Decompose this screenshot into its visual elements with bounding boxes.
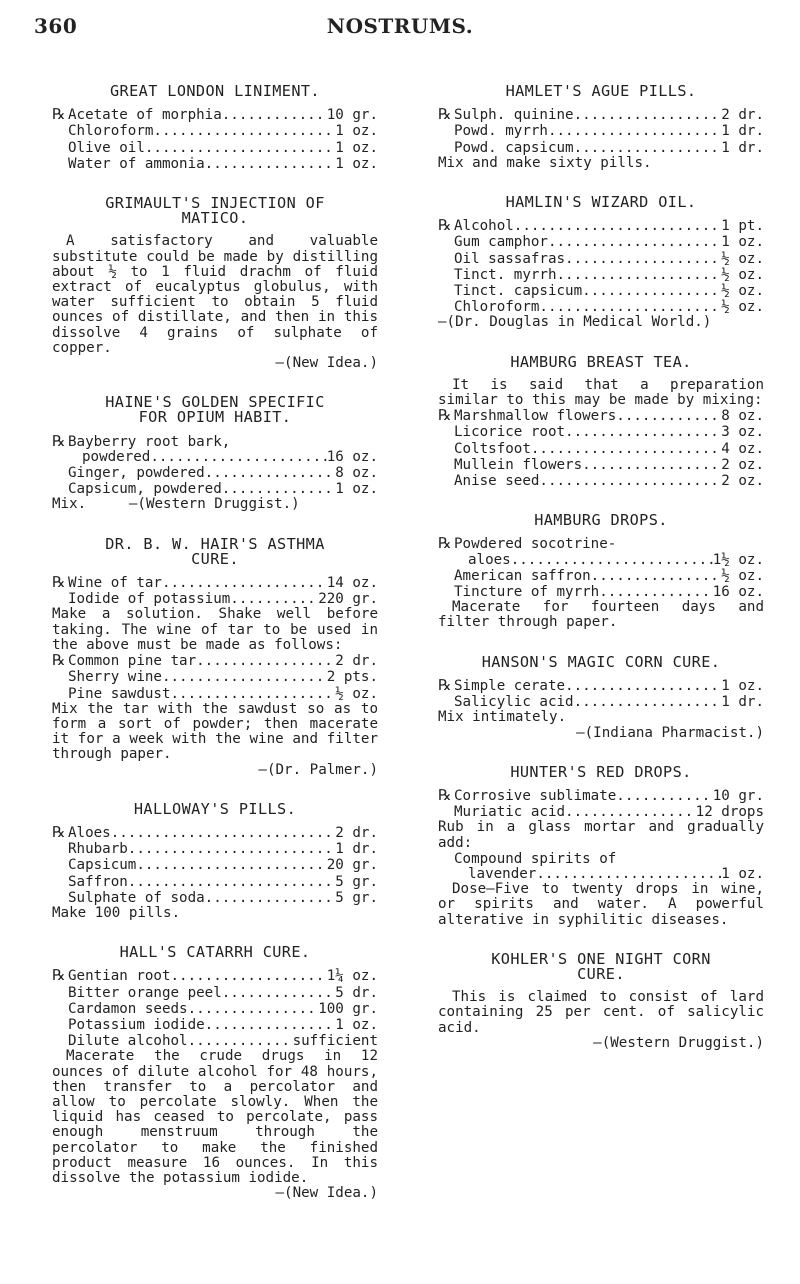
rx-symbol-icon: ℞ bbox=[438, 534, 452, 553]
ingredient-row bbox=[52, 107, 378, 123]
dot-leader bbox=[111, 826, 336, 841]
ingredient-name: Tinct. capsicum bbox=[454, 283, 583, 300]
paragraph: Dose—Five to twenty drops in wine, or spirits and water. A powerful alterative in syphilitic diseases. bbox=[438, 881, 764, 928]
ingredient-row bbox=[52, 985, 378, 1001]
dot-leader bbox=[222, 986, 336, 1001]
page-header bbox=[0, 14, 800, 44]
ingredient-row bbox=[52, 431, 378, 450]
ingredient-row bbox=[52, 669, 378, 685]
ingredient-row bbox=[438, 140, 764, 156]
dot-leader bbox=[548, 124, 721, 139]
recipe-heading: CURE. bbox=[577, 964, 625, 983]
ingredient-name: Muriatic acid bbox=[454, 804, 566, 821]
ingredient-amount: 14 oz. bbox=[326, 575, 378, 592]
ingredient-name: Wine of tar bbox=[68, 575, 162, 592]
ingredient-name: Common pine tar bbox=[68, 653, 197, 670]
recipe-section bbox=[52, 945, 378, 1201]
recipe-heading: HALL'S CATARRH CURE. bbox=[119, 943, 311, 962]
ingredient-row bbox=[438, 584, 764, 600]
dot-leader bbox=[128, 875, 335, 890]
ingredient-row bbox=[52, 890, 378, 906]
recipe-section bbox=[52, 395, 378, 512]
ingredient-row bbox=[438, 675, 764, 694]
dot-leader bbox=[548, 235, 721, 250]
ingredient-amount: 1 dr. bbox=[335, 841, 378, 858]
dot-leader bbox=[599, 585, 713, 600]
ingredient-amount: 2 oz. bbox=[721, 473, 764, 490]
instruction-line: Mix. —(Western Druggist.) bbox=[52, 496, 300, 513]
ingredient-row bbox=[438, 553, 764, 568]
dot-leader bbox=[162, 576, 327, 591]
dot-leader bbox=[565, 425, 721, 440]
ingredient-row bbox=[52, 1033, 378, 1049]
ingredient-name: Alcohol bbox=[454, 218, 514, 235]
dot-leader bbox=[222, 482, 336, 497]
left-column bbox=[52, 84, 378, 1201]
ingredient-amount: 1 dr. bbox=[721, 139, 764, 156]
ingredient-amount: 2 dr. bbox=[335, 653, 378, 670]
ingredient-amount: 2 oz. bbox=[721, 456, 764, 473]
ingredient-row bbox=[52, 857, 378, 873]
paragraph: This is claimed to consist of lard containing 25 per cent. of salicylic acid. bbox=[438, 989, 764, 1036]
ingredient-amount: 1 oz. bbox=[335, 481, 378, 498]
ingredient-row bbox=[52, 841, 378, 857]
page-title: NOSTRUMS. bbox=[326, 14, 474, 38]
recipe-section bbox=[438, 352, 764, 490]
dot-leader bbox=[222, 108, 327, 123]
ingredient-amount: 4 oz. bbox=[721, 440, 764, 457]
recipe-section bbox=[52, 196, 378, 371]
ingredient-row bbox=[438, 267, 764, 283]
recipe-section bbox=[52, 799, 378, 921]
ingredient-name: Gentian root bbox=[68, 968, 171, 985]
recipe-heading: DR. B. W. HAIR'S ASTHMA bbox=[105, 534, 325, 553]
dot-leader bbox=[591, 569, 722, 584]
ingredient-amount: 1½ oz. bbox=[712, 551, 764, 568]
ingredient-amount: 5 dr. bbox=[335, 984, 378, 1001]
ingredient-name: Gum camphor bbox=[454, 234, 548, 251]
ingredient-amount: 16 oz. bbox=[326, 448, 378, 465]
dot-leader bbox=[136, 858, 326, 873]
rx-symbol-icon: ℞ bbox=[438, 785, 452, 804]
paragraph: A satisfactory and valuable substitute could be made by distilling about ½ to 1 fluid drachm of fluid extract of eucalyptus globulus, with water sufficient to obtain 5 fluid ounces of distillate, and then in this dissolve 4 grains of sulphate of copper. bbox=[52, 233, 378, 356]
recipe-section bbox=[438, 84, 764, 171]
ingredient-amount: 10 gr. bbox=[326, 107, 378, 124]
dot-leader bbox=[574, 695, 722, 710]
ingredient-amount: 5 gr. bbox=[335, 889, 378, 906]
ingredient-name: Acetate of morphia bbox=[68, 107, 222, 124]
ingredient-name: Tincture of myrrh bbox=[454, 584, 600, 601]
ingredient-name: Powd. myrrh bbox=[454, 123, 548, 140]
dot-leader bbox=[616, 789, 712, 804]
ingredient-name: Water of ammonia bbox=[68, 155, 205, 172]
ingredient-row bbox=[438, 473, 764, 489]
ingredient-row bbox=[438, 851, 764, 867]
recipe-section bbox=[438, 949, 764, 1051]
ingredient-amount: 10 gr. bbox=[712, 787, 764, 804]
ingredient-name: powdered bbox=[82, 448, 151, 465]
rx-symbol-icon: ℞ bbox=[52, 105, 66, 124]
ingredient-amount: 1¼ oz. bbox=[326, 968, 378, 985]
dot-leader bbox=[128, 842, 335, 857]
ingredient-row bbox=[438, 234, 764, 250]
recipe-section bbox=[52, 84, 378, 172]
source-citation: —(Western Druggist.) bbox=[593, 1034, 764, 1051]
ingredient-name: Bayberry root bark, bbox=[68, 433, 231, 450]
dot-leader bbox=[574, 108, 722, 123]
ingredient-name: Tinct. myrrh bbox=[454, 266, 557, 283]
rx-symbol-icon: ℞ bbox=[52, 966, 66, 985]
ingredient-name: Saffron bbox=[68, 873, 128, 890]
ingredient-amount: 2 dr. bbox=[335, 824, 378, 841]
recipe-section bbox=[438, 195, 764, 331]
dot-leader bbox=[196, 654, 335, 669]
dot-leader bbox=[171, 687, 336, 702]
rx-symbol-icon: ℞ bbox=[52, 573, 66, 592]
ingredient-row bbox=[52, 575, 378, 591]
dot-leader bbox=[162, 670, 327, 685]
rx-symbol-icon: ℞ bbox=[52, 431, 66, 450]
ingredient-row bbox=[438, 804, 764, 820]
rx-symbol-icon: ℞ bbox=[438, 105, 452, 124]
ingredient-name: Sulph. quinine bbox=[454, 107, 574, 124]
dot-leader bbox=[539, 474, 721, 489]
dot-leader bbox=[565, 252, 721, 267]
ingredient-amount: 8 oz. bbox=[335, 465, 378, 482]
ingredient-amount: ½ oz. bbox=[721, 567, 764, 584]
ingredient-amount: 3 oz. bbox=[721, 424, 764, 441]
dot-leader bbox=[205, 157, 336, 172]
rx-symbol-icon: ℞ bbox=[438, 406, 452, 425]
dot-leader bbox=[565, 679, 721, 694]
paragraph: It is said that a preparation similar to this may be made by mixing: bbox=[438, 376, 764, 409]
ingredient-amount: 1 oz. bbox=[335, 139, 378, 156]
ingredient-name: Anise seed bbox=[454, 473, 540, 490]
ingredient-name: Powdered socotrine- bbox=[454, 536, 617, 553]
source-citation: —(New Idea.) bbox=[275, 1185, 378, 1202]
ingredient-name: Chloroform bbox=[454, 299, 540, 316]
dot-leader bbox=[150, 450, 326, 465]
ingredient-amount: 1 oz. bbox=[721, 865, 764, 882]
recipe-heading: HAMBURG DROPS. bbox=[534, 511, 668, 530]
ingredient-amount: 8 oz. bbox=[721, 408, 764, 425]
ingredient-row bbox=[52, 450, 378, 465]
ingredient-name: Oil sassafras bbox=[454, 250, 566, 267]
dot-leader bbox=[582, 458, 721, 473]
ingredient-amount: 1 oz. bbox=[721, 234, 764, 251]
ingredient-amount: sufficient bbox=[292, 1033, 378, 1050]
source-citation: —(Dr. Palmer.) bbox=[258, 761, 378, 778]
ingredient-amount: ½ oz. bbox=[335, 685, 378, 702]
rx-symbol-icon: ℞ bbox=[438, 675, 452, 694]
ingredient-name: Aloes bbox=[68, 824, 111, 841]
ingredient-row bbox=[52, 1017, 378, 1033]
ingredient-name: Licorice root bbox=[454, 424, 566, 441]
dot-leader bbox=[536, 867, 721, 882]
dot-leader bbox=[514, 219, 721, 234]
recipe-section bbox=[52, 534, 378, 778]
ingredient-row bbox=[52, 591, 378, 607]
ingredient-name: American saffron bbox=[454, 567, 591, 584]
paragraph: Macerate the crude drugs in 12 ounces of dilute alcohol for 48 hours, then transfer to a percolator and allow to percolate slowly. When the liquid has ceased to percolate, pass enough menstruum through the percolator to make the finished product measure 16 ounces. In this dissolve the potassium iodide. bbox=[52, 1048, 378, 1186]
ingredient-row bbox=[438, 441, 764, 457]
ingredient-name: Rhubarb bbox=[68, 841, 128, 858]
ingredient-amount: ½ oz. bbox=[721, 266, 764, 283]
ingredient-name: Cardamon seeds bbox=[68, 1000, 188, 1017]
dot-leader bbox=[539, 300, 721, 315]
ingredient-name: Chloroform bbox=[68, 123, 154, 140]
ingredient-name: Ginger, powdered bbox=[68, 465, 205, 482]
recipe-section bbox=[438, 513, 764, 630]
ingredient-row bbox=[438, 694, 764, 710]
ingredient-name: Pine sawdust bbox=[68, 685, 171, 702]
ingredient-row bbox=[52, 123, 378, 139]
ingredient-amount: ½ oz. bbox=[721, 250, 764, 267]
instruction-line: Make 100 pills. bbox=[52, 904, 181, 921]
recipe-heading: HAMBURG BREAST TEA. bbox=[510, 352, 692, 371]
ingredient-name: Compound spirits of bbox=[454, 850, 617, 867]
ingredient-amount: 2 pts. bbox=[326, 669, 378, 686]
ingredient-row bbox=[438, 785, 764, 804]
dot-leader bbox=[153, 124, 335, 139]
ingredient-amount: ½ oz. bbox=[721, 299, 764, 316]
ingredient-row bbox=[438, 457, 764, 473]
recipe-heading: GRIMAULT'S INJECTION OF bbox=[105, 194, 325, 213]
ingredient-name: Simple cerate bbox=[454, 677, 566, 694]
ingredient-row bbox=[52, 968, 378, 984]
ingredient-name: Potassium iodide bbox=[68, 1016, 205, 1033]
dot-leader bbox=[205, 1018, 336, 1033]
rx-symbol-icon: ℞ bbox=[438, 216, 452, 235]
recipe-section bbox=[438, 652, 764, 741]
instruction-line: Mix intimately. bbox=[438, 709, 567, 726]
dot-leader bbox=[205, 466, 336, 481]
recipe-heading: FOR OPIUM HABIT. bbox=[138, 408, 292, 427]
recipe-heading: KOHLER'S ONE NIGHT CORN bbox=[491, 949, 711, 968]
dot-leader bbox=[188, 1034, 293, 1049]
recipe-heading: HAMLET'S AGUE PILLS. bbox=[505, 82, 697, 100]
source-citation: —(New Idea.) bbox=[275, 355, 378, 372]
ingredient-amount: 1 dr. bbox=[721, 694, 764, 711]
recipe-heading: GREAT LONDON LINIMENT. bbox=[110, 82, 320, 100]
ingredient-amount: 20 gr. bbox=[326, 857, 378, 874]
ingredient-name: aloes bbox=[468, 551, 511, 568]
ingredient-amount: 1 oz. bbox=[721, 677, 764, 694]
rx-symbol-icon: ℞ bbox=[52, 651, 66, 670]
recipe-heading: HAINE'S GOLDEN SPECIFIC bbox=[105, 393, 325, 412]
ingredient-row bbox=[438, 218, 764, 234]
recipe-heading: MATICO. bbox=[181, 209, 249, 228]
ingredient-amount: 1 dr. bbox=[721, 123, 764, 140]
ingredient-row bbox=[438, 867, 764, 882]
ingredient-row bbox=[438, 123, 764, 139]
paragraph: Macerate for fourteen days and filter through paper. bbox=[438, 599, 764, 631]
ingredient-amount: 100 gr. bbox=[318, 1000, 378, 1017]
recipe-section bbox=[438, 762, 764, 928]
dot-leader bbox=[205, 891, 336, 906]
ingredient-row bbox=[438, 283, 764, 299]
ingredient-name: Powd. capsicum bbox=[454, 139, 574, 156]
recipe-heading: HAMLIN'S WIZARD OIL. bbox=[505, 193, 697, 212]
ingredient-name: Mullein flowers bbox=[454, 456, 583, 473]
ingredient-row bbox=[52, 465, 378, 481]
dot-leader bbox=[565, 805, 696, 820]
paragraph: —(Dr. Douglas in Medical World.) bbox=[438, 314, 712, 331]
ingredient-row bbox=[438, 568, 764, 584]
dot-leader bbox=[557, 268, 722, 283]
recipe-heading: HANSON'S MAGIC CORN CURE. bbox=[481, 652, 721, 671]
ingredient-row bbox=[52, 822, 378, 841]
ingredient-row bbox=[52, 874, 378, 890]
ingredient-amount: 1 oz. bbox=[335, 123, 378, 140]
ingredient-row bbox=[52, 140, 378, 156]
dot-leader bbox=[582, 284, 721, 299]
ingredient-amount: 220 gr. bbox=[318, 591, 378, 608]
ingredient-name: Sulphate of soda bbox=[68, 889, 205, 906]
ingredient-row bbox=[438, 251, 764, 267]
right-column bbox=[438, 84, 764, 1051]
ingredient-name: Capsicum, powdered bbox=[68, 481, 222, 498]
ingredient-name: lavender bbox=[468, 865, 537, 882]
dot-leader bbox=[188, 1002, 319, 1017]
page-number: 360 bbox=[34, 14, 78, 38]
ingredient-name: Marshmallow flowers bbox=[454, 408, 617, 425]
ingredient-name: Capsicum bbox=[68, 857, 137, 874]
ingredient-row bbox=[438, 107, 764, 123]
instruction-line: Mix and make sixty pills. bbox=[438, 154, 652, 171]
paragraph: Make a solution. Shake well before taking. The wine of tar to be used in the above must be made as follows: bbox=[52, 606, 378, 653]
ingredient-amount: 1 pt. bbox=[721, 218, 764, 235]
ingredient-amount: 12 drops bbox=[695, 804, 764, 821]
dot-leader bbox=[531, 442, 721, 457]
ingredient-amount: 1 oz. bbox=[335, 1016, 378, 1033]
ingredient-row bbox=[52, 686, 378, 702]
ingredient-amount: ½ oz. bbox=[721, 283, 764, 300]
rx-symbol-icon: ℞ bbox=[52, 822, 66, 841]
ingredient-row bbox=[52, 481, 378, 497]
recipe-heading: CURE. bbox=[191, 549, 239, 568]
ingredient-row bbox=[52, 653, 378, 669]
dot-leader bbox=[171, 969, 327, 984]
ingredient-row bbox=[438, 299, 764, 315]
recipe-heading: HUNTER'S RED DROPS. bbox=[510, 762, 692, 781]
ingredient-amount: 5 gr. bbox=[335, 873, 378, 890]
dot-leader bbox=[145, 141, 335, 156]
ingredient-name: Salicylic acid bbox=[454, 694, 574, 711]
ingredient-name: Bitter orange peel bbox=[68, 984, 222, 1001]
paragraph: Mix the tar with the sawdust so as to form a sort of powder; then macerate it for a week with the wine and filter through paper. bbox=[52, 700, 378, 763]
ingredient-name: Corrosive sublimate bbox=[454, 787, 617, 804]
ingredient-row bbox=[438, 536, 764, 552]
dot-leader bbox=[511, 553, 713, 568]
ingredient-row bbox=[438, 424, 764, 440]
ingredient-row bbox=[438, 408, 764, 424]
dot-leader bbox=[574, 141, 722, 156]
ingredient-name: Dilute alcohol bbox=[68, 1033, 188, 1050]
recipe-heading: HALLOWAY'S PILLS. bbox=[133, 799, 297, 818]
ingredient-row bbox=[52, 156, 378, 172]
ingredient-amount: 16 oz. bbox=[712, 584, 764, 601]
dot-leader bbox=[616, 409, 721, 424]
ingredient-amount: 1 oz. bbox=[335, 155, 378, 172]
ingredient-amount: 2 dr. bbox=[721, 107, 764, 124]
ingredient-name: Olive oil bbox=[68, 139, 145, 156]
ingredient-name: Coltsfoot bbox=[454, 440, 531, 457]
source-citation: —(Indiana Pharmacist.) bbox=[576, 724, 764, 741]
ingredient-name: Iodide of potassium bbox=[68, 591, 231, 608]
dot-leader bbox=[230, 592, 318, 607]
ingredient-row bbox=[52, 1001, 378, 1017]
paragraph: Rub in a glass mortar and gradually add: bbox=[438, 819, 764, 851]
ingredient-name: Sherry wine bbox=[68, 669, 162, 686]
